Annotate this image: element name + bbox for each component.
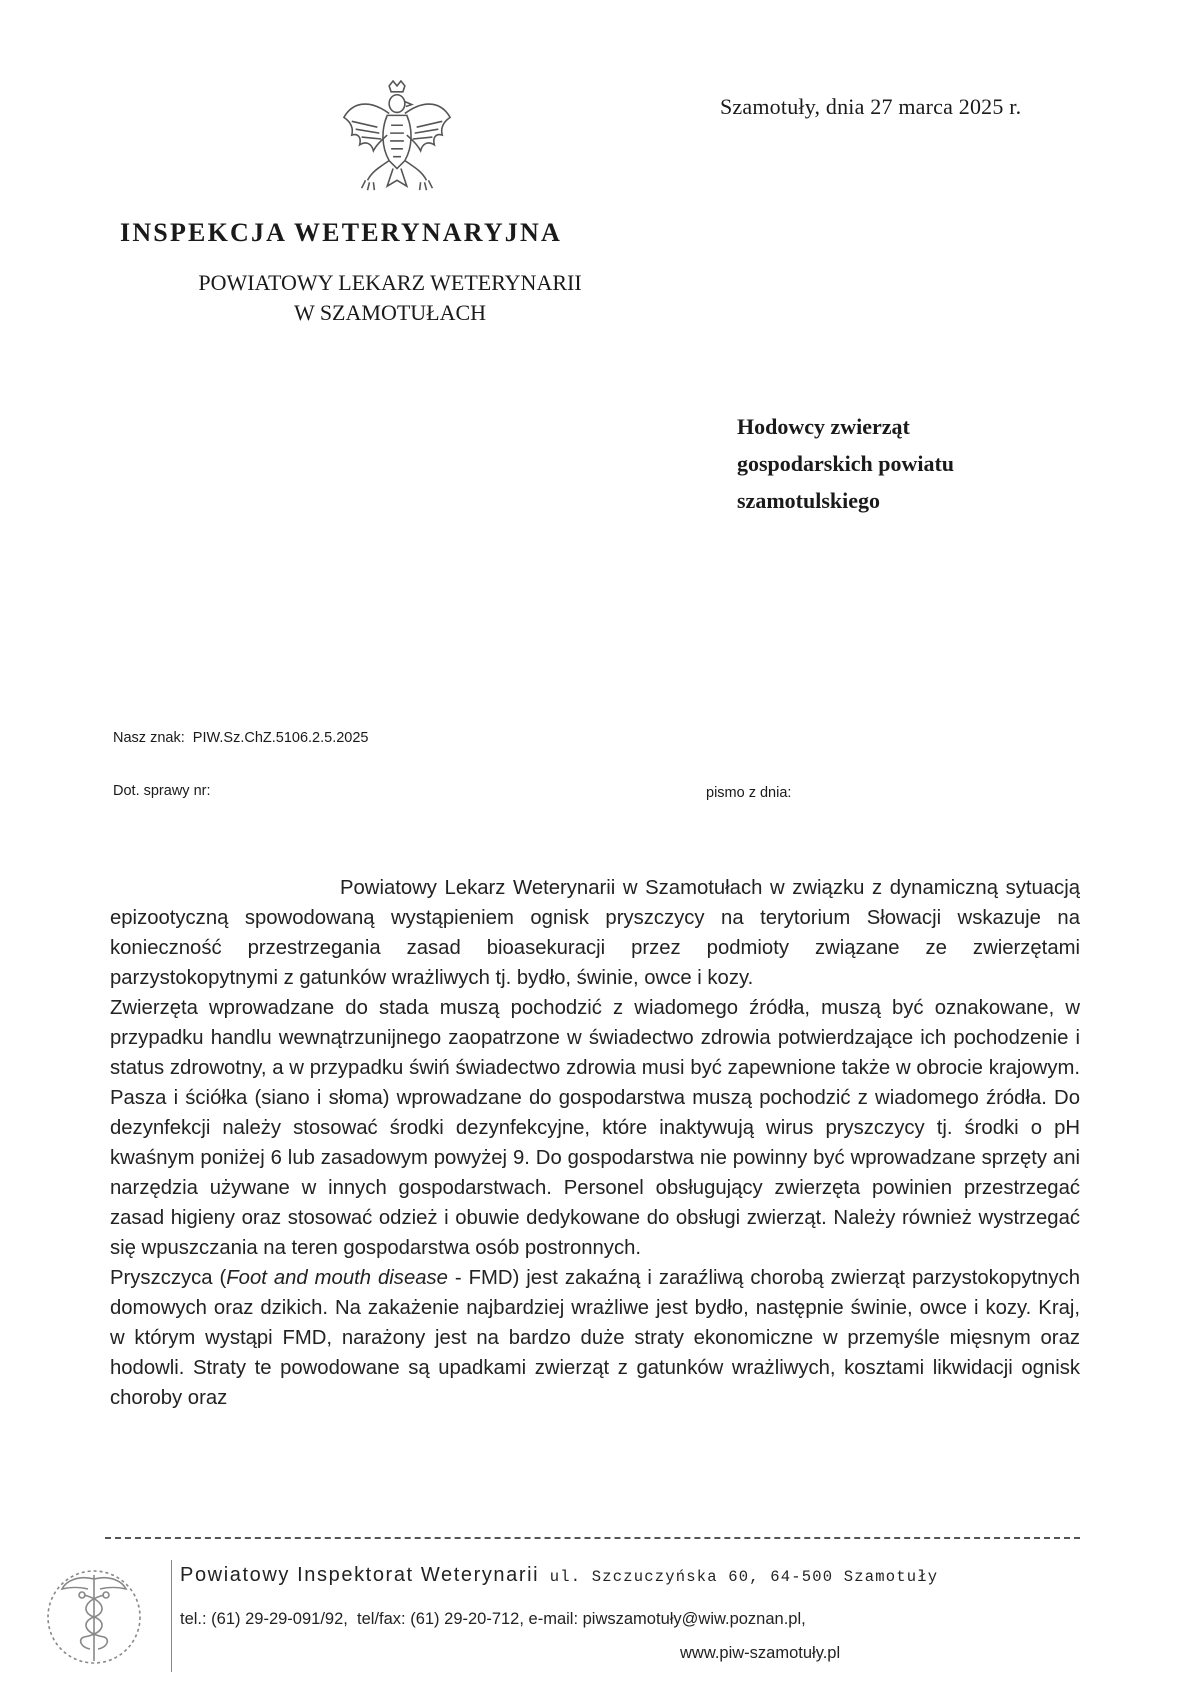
footer-separator bbox=[171, 1560, 172, 1672]
recipient-line-1: Hodowcy zwierząt bbox=[737, 414, 910, 439]
body-paragraph-1: Powiatowy Lekarz Weterynarii w Szamotułach w związku z dynamiczną sytuacją epizootyczną spowodowaną wystąpieniem ognisk pryszczycy na terytorium Słowacji wskazuje na konieczność przestrzegania zasad bioasekuracji przez podmioty związane ze zwierzętami parzystokopytnymi z gatunków wrażliwych tj. bydło, świnie, owce i kozy. bbox=[110, 877, 1080, 989]
letter-body bbox=[110, 873, 1080, 1413]
footer-address: ul. Szczuczyńska 60, 64-500 Szamotuły bbox=[549, 1568, 939, 1586]
body-paragraph-2: Zwierzęta wprowadzane do stada muszą pochodzić z wiadomego źródła, muszą być oznakowane, w przypadku handlu wewnątrzunijnego zaopatrzone w świadectwo zdrowia potwierdzające ich pochodzenie i status zdrowotny, a w przypadku świń świadectwo zdrowia musi być zapewnione także w obrocie krajowym. Pasza i ściółka (siano i słoma) wprowadzane do gospodarstwa muszą pochodzić z wiadomego źródła. Do dezynfekcji należy stosować środki dezynfekcyjne, które inaktywują wirus pryszczycy tj. środki o pH kwaśnym poniżej 6 lub zasadowym powyżej 9. Do gospodarstwa nie powinny być wprowadzane sprzęty ani narzędzia używane w innych gospodarstwach. Personel obsługujący zwierzęta powinien przestrzegać zasad higieny oraz stosować odzież i obuwie dedykowane do obsługi zwierząt. Należy również wystrzegać się wpuszczania na teren gospodarstwa osób postronnych. bbox=[110, 997, 1080, 1259]
org-subtitle-line-1: POWIATOWY LEKARZ WETERYNARII bbox=[198, 270, 582, 295]
letter-date: Szamotuły, dnia 27 marca 2025 r. bbox=[720, 94, 1022, 119]
caduceus-logo-icon bbox=[44, 1565, 144, 1669]
p3-rest: - FMD) jest zakaźną i zaraźliwą chorobą zwierząt parzystokopytnych domowych oraz dzikich. Na zakażenie najbardziej wrażliwe jest bydło, następnie świnie, owce i kozy. Kraj, w którym wystąpi FMD, narażony jest na bardzo duże straty ekonomiczne w przemyśle mięsnym oraz hodowli. Straty te powodowane są upadkami zwierząt z gatunków wrażliwych, kosztami likwidacji ognisk choroby oraz bbox=[110, 1267, 1080, 1409]
polish-eagle-emblem-icon bbox=[338, 78, 456, 200]
letter-date-label: pismo z dnia: bbox=[706, 785, 792, 801]
footer-line-1 bbox=[180, 1564, 938, 1587]
footer-divider bbox=[105, 1537, 1080, 1539]
p3-italic-term: Foot and mouth disease bbox=[226, 1267, 448, 1289]
p3-start: Pryszczyca ( bbox=[110, 1267, 227, 1289]
footer-institution: Powiatowy Inspektorat Weterynarii bbox=[180, 1564, 540, 1586]
body-paragraph-3 bbox=[110, 1263, 1080, 1413]
our-reference: Nasz znak: PIW.Sz.ChZ.5106.2.5.2025 bbox=[113, 730, 369, 746]
footer-website[interactable]: www.piw-szamotuły.pl bbox=[680, 1644, 841, 1662]
footer-contact: tel.: (61) 29-29-091/92, tel/fax: (61) 29-20-712, e-mail: piwszamotuły@wiw.poznan.pl, bbox=[180, 1610, 806, 1628]
recipient-line-2: gospodarskich powiatu bbox=[737, 451, 955, 476]
org-subtitle-line-2: W SZAMOTUŁACH bbox=[293, 300, 487, 325]
recipient-block bbox=[737, 408, 954, 519]
case-number-label: Dot. sprawy nr: bbox=[113, 783, 211, 799]
recipient-line-3: szamotulskiego bbox=[737, 488, 880, 513]
org-subtitle bbox=[160, 268, 620, 328]
org-title: INSPEKCJA WETERYNARYJNA bbox=[120, 218, 562, 247]
